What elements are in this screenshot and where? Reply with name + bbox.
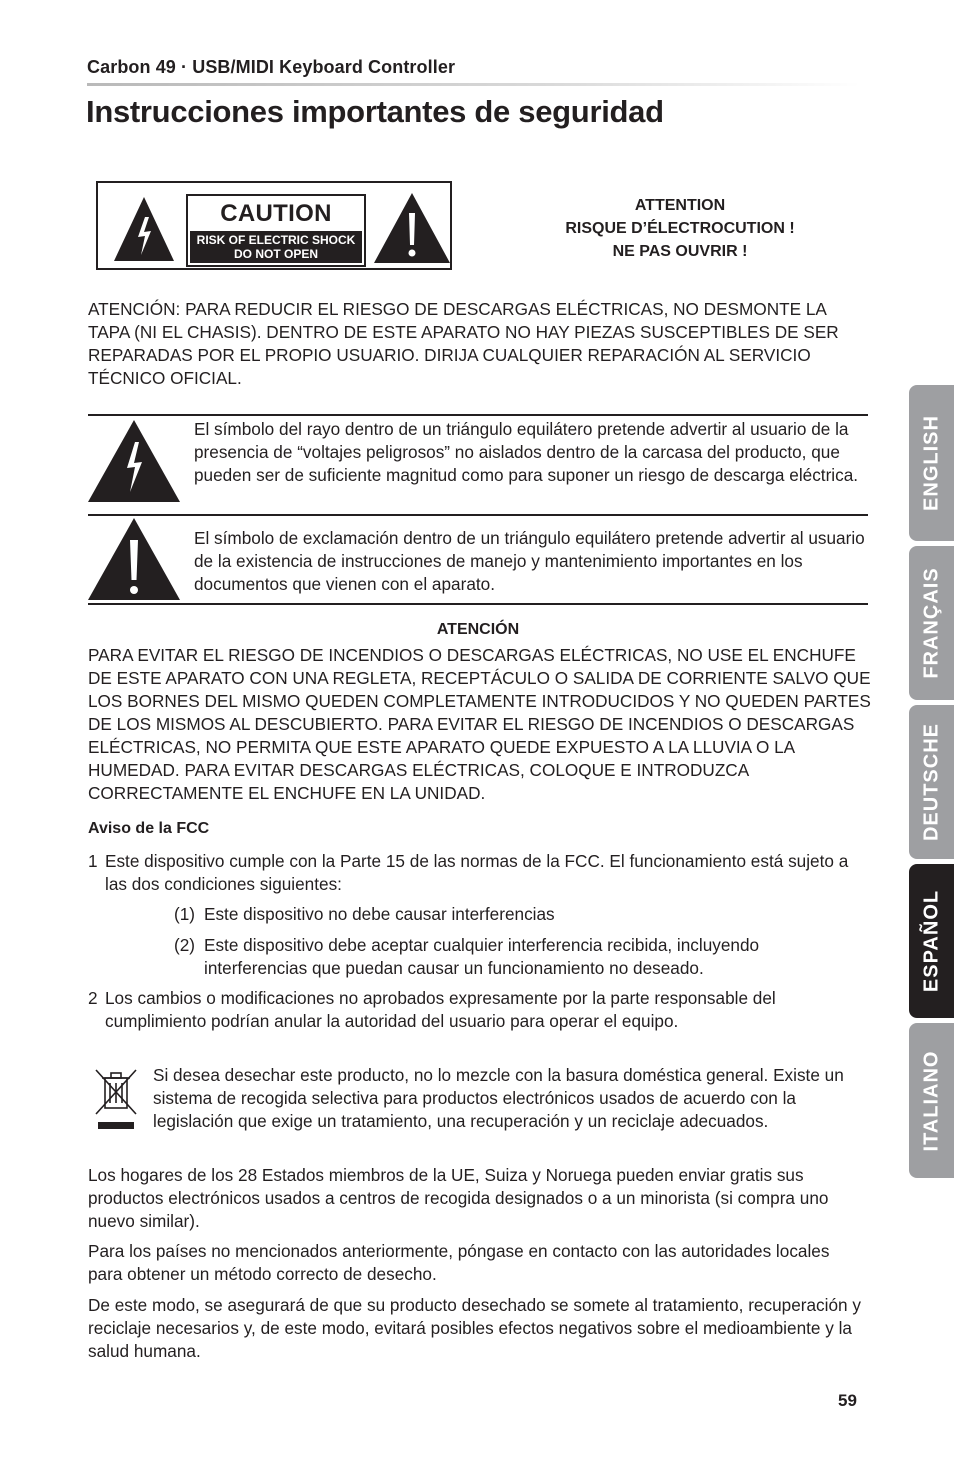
exclamation-explanation: El símbolo de exclamación dentro de un triángulo equilátero pretende advertir al usuario de la existencia de instrucciones de manejo y mantenimiento importantes en los documentos que vienen con el aparato.	[194, 528, 865, 594]
atencion-heading: ATENCIÓN	[436, 621, 520, 638]
tab-deutsche-label: DEUTSCHE	[920, 722, 942, 842]
fcc-subitem-2-text: Este dispositivo debe aceptar cualquier interferencia recibida, incluyendo interferencias que puedan causar un funcionamiento no deseado.	[204, 935, 760, 978]
tab-italiano[interactable]	[909, 1023, 954, 1178]
caution-box	[186, 194, 366, 267]
fcc-item-2-number: 2	[88, 988, 98, 1008]
fcc-subitem-1-number: (1)	[174, 904, 196, 924]
tab-francais-label: FRANÇAIS	[920, 567, 942, 679]
fcc-subitem-2-number: (2)	[174, 935, 196, 955]
tab-espanol[interactable]	[909, 864, 954, 1018]
table-rule-middle	[88, 514, 868, 516]
crossed-bin-icon	[92, 1066, 140, 1132]
caution-line-2: DO NOT OPEN	[233, 247, 318, 261]
tab-english[interactable]	[909, 385, 954, 541]
caution-warning-text	[190, 231, 362, 263]
fcc-item-1	[88, 850, 878, 896]
fcc-item-1-number: 1	[88, 851, 98, 871]
header-rule	[87, 83, 860, 86]
fcc-item-2-text: Los cambios o modificaciones no aprobados expresamente por la parte responsable del cumplimiento podrían anular la autoridad del usuario para operar el equipo.	[105, 988, 776, 1031]
weee-text: Si desea desechar este producto, no lo mezcle con la basura doméstica general. Existe un sistema de recogida selectiva para productos electrónicos usados de acuerdo con la legislación que exige un tratamiento, una recuperación y un reciclaje adecuados.	[153, 1065, 844, 1131]
fcc-subitem-1-text: Este dispositivo no debe causar interferencias	[204, 904, 555, 924]
disposal-paragraph-3: De este modo, se asegurará de que su producto desechado se somete al tratamiento, recuperación y reciclaje necesarios y, de este modo, evitará posibles efectos negativos sobre el medioambiente y la salud humana.	[88, 1295, 861, 1361]
fcc-subitem-1	[174, 903, 874, 926]
attention-french	[560, 194, 800, 263]
page-number: 59	[838, 1391, 857, 1410]
disposal-paragraph-1: Los hogares de los 28 Estados miembros de la UE, Suiza y Noruega pueden enviar gratis sus productos electrónicos usados a centros de recogida designados o a un minorista (si compra uno nuevo similar).	[88, 1165, 829, 1231]
fcc-item-2	[88, 987, 878, 1033]
attention-fr-line-1: ATTENTION	[634, 197, 726, 214]
page-title: Instrucciones importantes de seguridad	[86, 94, 664, 129]
exclamation-triangle-icon	[374, 193, 450, 263]
table-rule-bottom	[88, 603, 868, 605]
tab-deutsche[interactable]	[909, 705, 954, 859]
atencion-body: PARA EVITAR EL RIESGO DE INCENDIOS O DESCARGAS ELÉCTRICAS, NO USE EL ENCHUFE DE ESTE APARATO CON UNA REGLETA, RECEPTÁCULO O SALIDA DE CORRIENTE SALVO QUE LOS BORNES DEL MISMO QUEDEN COMPLETAMENTE INTRODUCIDOS Y NO QUEDEN PARTES DE LOS MISMOS AL DESCUBIERTO. PARA EVITAR EL RIESGO DE INCENDIOS O DESCARGAS ELÉCTRICAS, NO PERMITA QUE ESTE APARATO QUEDE EXPUESTO A LA LLUVIA O LA HUMEDAD. PARA EVITAR DESCARGAS ELÉCTRICAS, COLOQUE E INTRODUZCA CORRECTAMENTE EL ENCHUFE EN LA UNIDAD.	[88, 645, 871, 803]
table-rule-top	[88, 414, 868, 416]
fcc-item-1-text: Este dispositivo cumple con la Parte 15 de las normas de la FCC. El funcionamiento está sujeto a las dos condiciones siguientes:	[105, 851, 849, 894]
tab-english-label: ENGLISH	[920, 415, 942, 511]
attention-fr-line-2: RISQUE D’ÉLECTROCUTION !	[565, 220, 795, 237]
caution-line-1: RISK OF ELECTRIC SHOCK	[196, 233, 356, 247]
product-header: Carbon 49 · USB/MIDI Keyboard Controller	[87, 57, 456, 77]
lightning-triangle-icon	[114, 197, 174, 261]
tab-espanol-label: ESPAÑOL	[920, 889, 942, 993]
lightning-explanation: El símbolo del rayo dentro de un triángulo equilátero pretende advertir al usuario de la presencia de “voltajes peligrosos” no aislados dentro de la carcasa del producto, que pueden ser de suficiente magnitud como para suponer un riesgo de descarga eléctrica.	[194, 419, 859, 485]
caution-label	[96, 181, 452, 270]
tab-italiano-label: ITALIANO	[920, 1050, 942, 1151]
warning-intro: ATENCIÓN: PARA REDUCIR EL RIESGO DE DESCARGAS ELÉCTRICAS, NO DESMONTE LA TAPA (NI EL CHASIS). DENTRO DE ESTE APARATO NO HAY PIEZAS SUSCEPTIBLES DE SER REPARADAS POR EL PROPIO USUARIO. DIRIJA CUALQUIER REPARACIÓN AL SERVICIO TÉCNICO OFICIAL.	[88, 299, 839, 388]
fcc-heading: Aviso de la FCC	[88, 820, 210, 837]
lightning-triangle-icon	[88, 420, 180, 502]
exclamation-triangle-icon	[88, 518, 180, 600]
tab-francais[interactable]	[909, 546, 954, 700]
fcc-subitem-2	[174, 934, 874, 980]
attention-fr-line-3: NE PAS OUVRIR !	[612, 243, 748, 260]
caution-word: CAUTION	[220, 200, 332, 227]
disposal-paragraph-2: Para los países no mencionados anteriormente, póngase en contacto con las autoridades locales para obtener un método correcto de desecho.	[88, 1241, 830, 1284]
